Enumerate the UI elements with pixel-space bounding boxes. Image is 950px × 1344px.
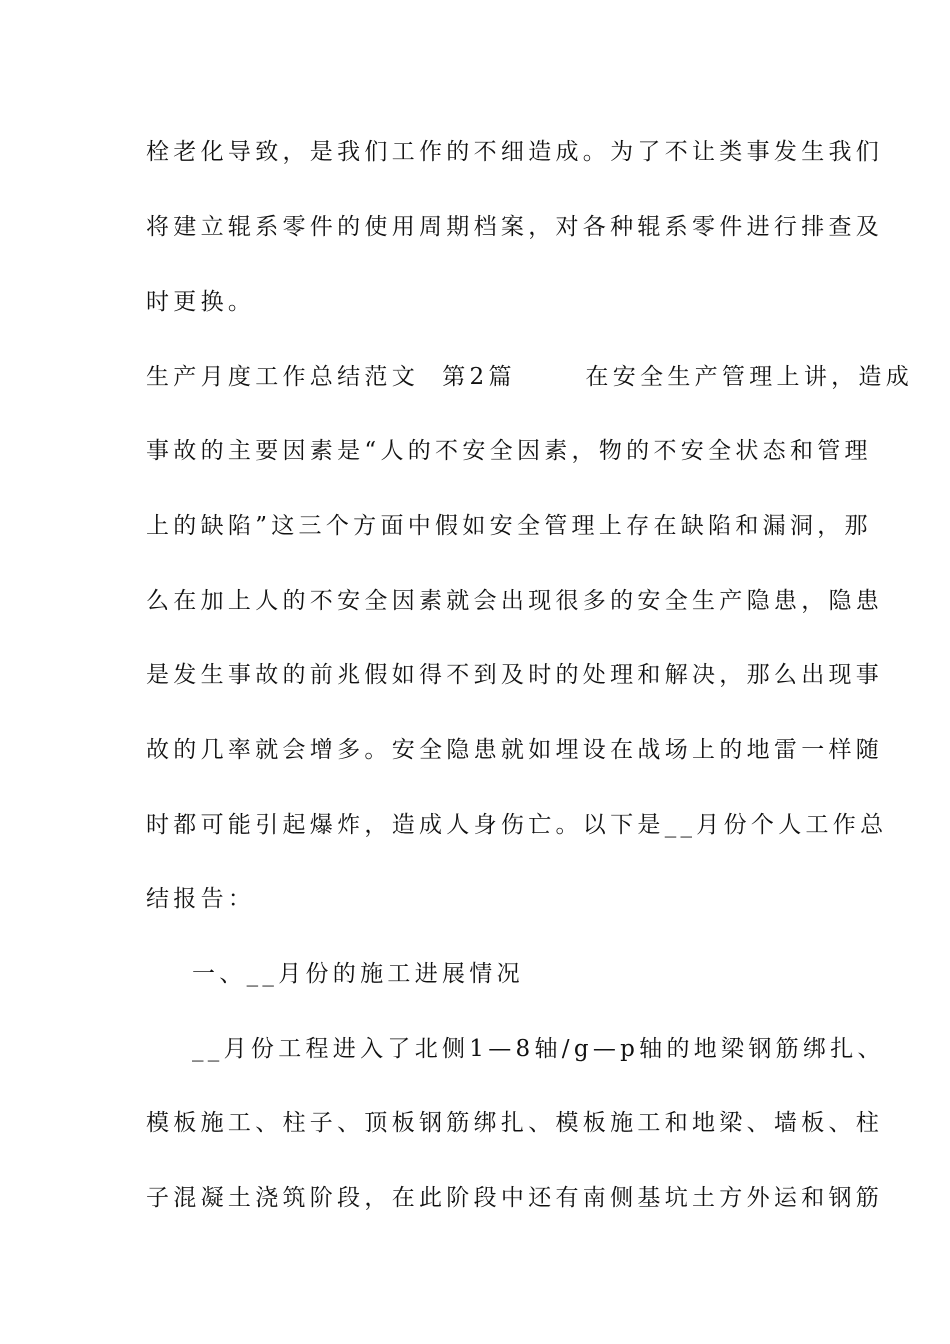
text-line: 故的几率就会增多。安全隐患就如埋设在战场上的地雷一样随 <box>146 737 884 763</box>
text-line: 是发生事故的前兆假如得不到及时的处理和解决，那么出现事 <box>146 662 884 688</box>
text-line: 时都可能引起爆炸，造成人身伤亡。以下是__月份个人工作总 <box>146 812 888 838</box>
text-line: 时更换。 <box>146 289 256 315</box>
text-line: 么在加上人的不安全因素就会出现很多的安全生产隐患，隐患 <box>146 588 884 614</box>
text-line: 模板施工、柱子、顶板钢筋绑扎、模板施工和地梁、墙板、柱 <box>146 1110 884 1136</box>
text-line: __月份工程进入了北侧1—8轴/g—p轴的地梁钢筋绑扎、 <box>192 1036 885 1062</box>
text-line: 栓老化导致，是我们工作的不细造成。为了不让类事发生我们 <box>146 139 884 165</box>
text-line: 将建立辊系零件的使用周期档案，对各种辊系零件进行排查及 <box>146 214 884 240</box>
text-line: 子混凝土浇筑阶段，在此阶段中还有南侧基坑土方外运和钢筋 <box>146 1185 884 1211</box>
subheading-line: 一、__月份的施工进展情况 <box>192 961 524 987</box>
text-line: 上的缺陷”这三个方面中假如安全管理上存在缺陷和漏洞，那 <box>146 513 872 539</box>
section-heading-line: 生产月度工作总结范文 第2篇 在安全生产管理上讲，造成 <box>146 364 914 390</box>
text-line: 事故的主要因素是“人的不安全因素，物的不安全状态和管理 <box>146 438 872 464</box>
text-line: 结报告： <box>146 886 256 912</box>
